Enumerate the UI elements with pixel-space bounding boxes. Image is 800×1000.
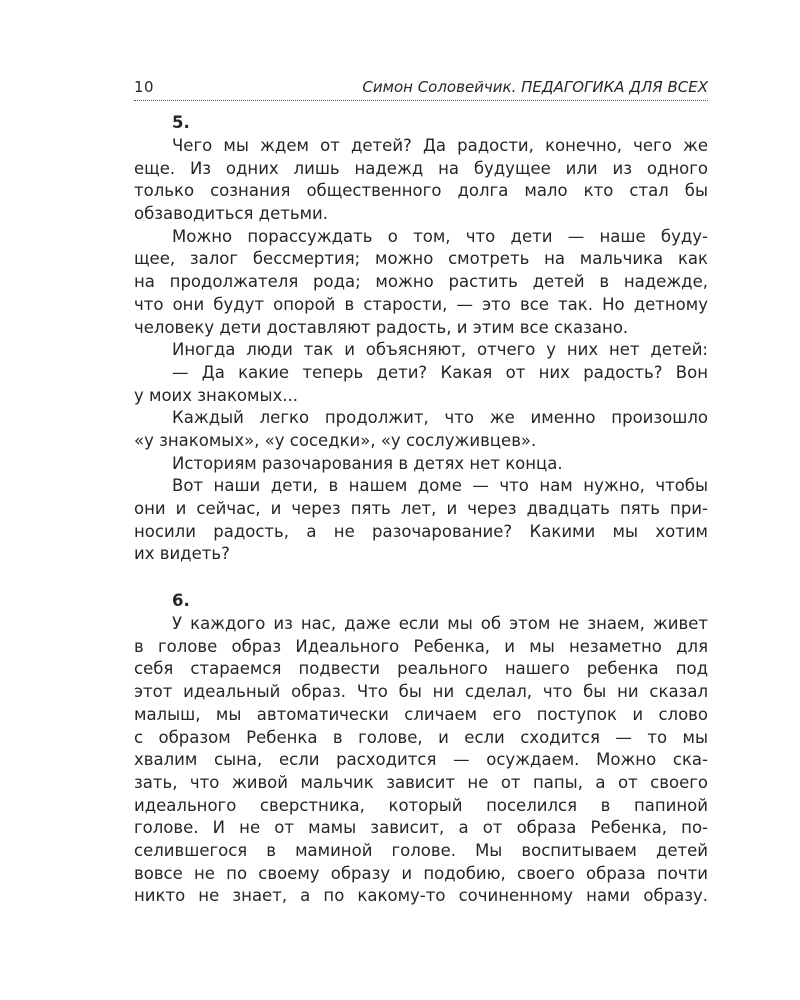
header-divider (134, 100, 708, 101)
text-line: зать, что живой мальчик зависит не от папы, а от своего (134, 772, 708, 792)
page-number: 10 (134, 78, 155, 96)
text-line: щее, залог бессмертия; можно смотреть на мальчика как (134, 249, 708, 269)
text-line: никто не знает, а по какому-то сочиненному нами образу. (134, 886, 708, 906)
page-body (134, 112, 708, 908)
text-line: хвалим сына, если расходится — осуждаем. Можно ска- (134, 750, 708, 770)
text-line: на продолжателя рода; можно растить детей в надежде, (134, 272, 708, 292)
text-line: идеального сверстника, который поселился в папиной (134, 795, 708, 815)
text-line: голове. И не от мамы зависит, а от образа Ребенка, по- (134, 818, 708, 838)
text-line: только сознания общественного долга мало кто стал бы (134, 181, 708, 201)
text-line: себя стараемся подвести реального нашего ребенка под (134, 659, 708, 679)
text-line: что они будут опорой в старости, — это все так. Но детному (134, 294, 708, 314)
text-line: селившегося в маминой голове. Мы воспитываем детей (134, 840, 708, 860)
text-line: «у знакомых», «у соседки», «у сослуживцев». (134, 430, 537, 450)
text-line: носили радость, а не разочарование? Какими мы хотим (134, 521, 708, 541)
text-line: вовсе не по своему образу и подобию, своего образа почти (134, 863, 708, 883)
text-line: У каждого из нас, даже если мы об этом не знаем, живет (172, 614, 708, 634)
running-title: Симон Соловейчик. ПЕДАГОГИКА ДЛЯ ВСЕХ (362, 78, 708, 96)
text-line: Вот наши дети, в нашем доме — что нам нужно, чтобы (172, 476, 708, 496)
text-line: Каждый легко продолжит, что же именно произошло (172, 408, 708, 428)
text-line: обзаводиться детьми. (134, 204, 328, 224)
text-line: малыш, мы автоматически сличаем его поступок и слово (134, 704, 708, 724)
text-line: человеку дети доставляют радость, и этим все сказано. (134, 317, 629, 337)
text-line: этот идеальный образ. Что бы ни сделал, что бы ни сказал (134, 682, 708, 702)
section-number: 6. (172, 591, 190, 611)
text-line: — Да какие теперь дети? Какая от них радость? Вон (172, 362, 708, 382)
text-line: Чего мы ждем от детей? Да радости, конечно, чего же (172, 136, 708, 155)
section-number: 5. (172, 113, 190, 132)
text-line: еще. Из одних лишь надежд на будущее или из одного (134, 158, 708, 178)
page-header (134, 76, 708, 100)
section-spacer (134, 566, 708, 590)
text-line: Иногда люди так и объясняют, отчего у них нет детей: (172, 340, 708, 360)
text-line: с образом Ребенка в голове, и если сходится — то мы (134, 727, 708, 747)
text-line: в голове образ Идеального Ребенка, и мы незаметно для (134, 636, 708, 656)
text-line: у моих знакомых... (134, 385, 298, 405)
text-line: Историям разочарования в детях нет конца. (172, 453, 563, 473)
text-line: Можно порассуждать о том, что дети — наше буду- (172, 226, 708, 246)
text-line: они и сейчас, и через пять лет, и через двадцать пять при- (134, 499, 708, 518)
text-line: их видеть? (134, 544, 230, 564)
